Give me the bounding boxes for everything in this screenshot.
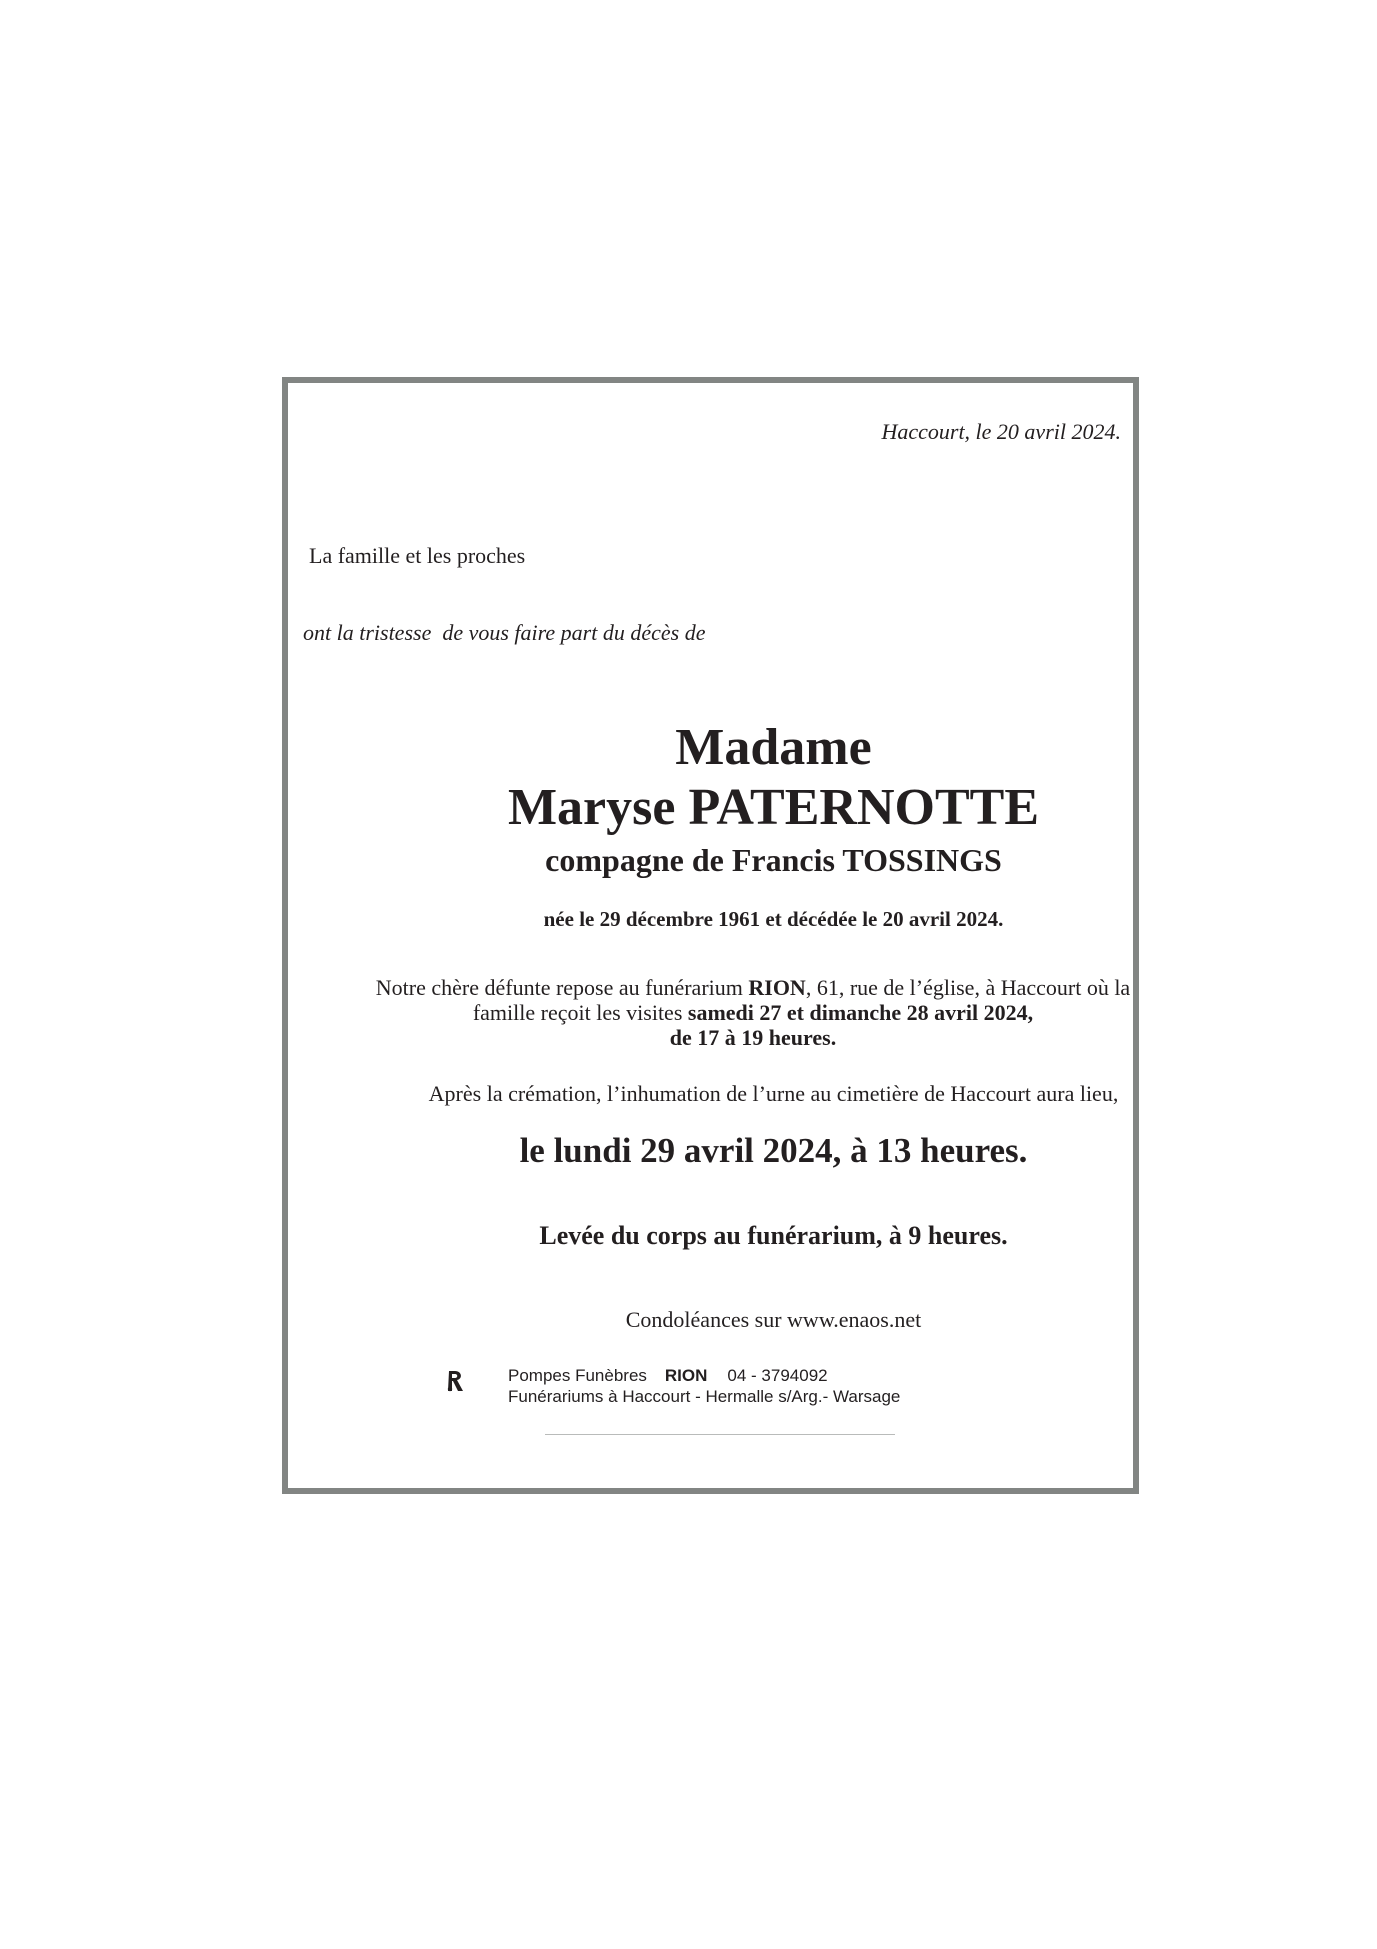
visit-days: samedi 27 et dimanche 28 avril 2024, [687,1000,1034,1025]
funeral-home-locations: Funérariums à Haccourt - Hermalle s/Arg.- Warsage [508,1387,901,1406]
rest-text-part1: Notre chère défunte repose au funérarium [375,975,749,1000]
deceased-name: Maryse PATERNOTTE [507,779,1040,836]
condolences-line: Condoléances sur www.enaos.net [625,1307,922,1332]
intro-line: ont la tristesse de vous faire part du décès de [303,620,706,645]
family-line: La famille et les proches [309,543,526,568]
rest-text-part2: , 61, rue de l’église, à Haccourt où la famille reçoit les visites [472,975,1131,1025]
funeral-home-line [508,1366,828,1386]
partner-line: compagne de Francis TOSSINGS [545,842,1002,878]
deceased-title: Madame [675,719,872,776]
visit-hours: de 17 à 19 heures. [669,1025,837,1050]
funeral-home-name: RION [664,1366,708,1385]
cremation-line: Après la crémation, l’inhumation de l’urne au cimetière de Haccourt aura lieu, [428,1081,1119,1106]
death-notice-frame [282,377,1139,1494]
life-dates: née le 29 décembre 1961 et décédée le 20 avril 2024. [543,907,1004,931]
rion-logo-icon [446,1369,468,1393]
divider-rule [545,1434,895,1435]
ceremony-date: le lundi 29 avril 2024, à 13 heures. [519,1131,1028,1170]
funeral-home-phone: 04 - 3794092 [727,1366,828,1385]
rest-place-name: RION [748,975,806,1000]
rest-paragraph [288,975,1133,1050]
place-date: Haccourt, le 20 avril 2024. [881,419,1121,444]
levee-line: Levée du corps au funérarium, à 9 heures. [539,1221,1008,1250]
funeral-home-label: Pompes Funèbres [508,1366,647,1385]
